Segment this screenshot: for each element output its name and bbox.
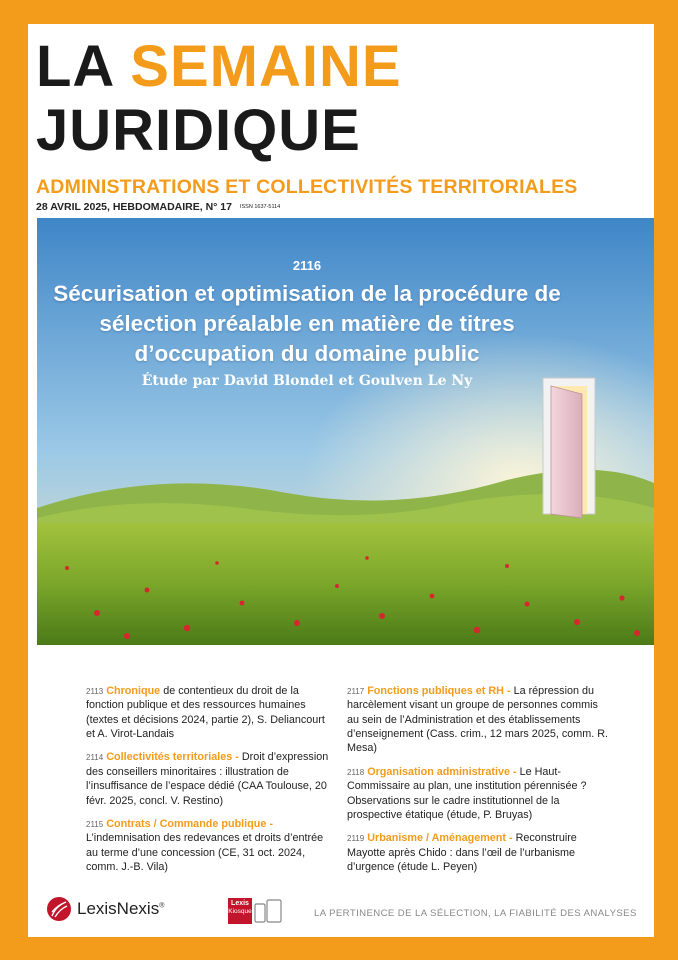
magazine-subtitle: ADMINISTRATIONS ET COLLECTIVITÉS TERRITORIALES [36,176,578,198]
lexisnexis-logo[interactable] [46,896,164,922]
issn: ISSN 1637-5114 [239,204,281,211]
toc-entry[interactable] [86,817,336,874]
contents-column-right [347,684,609,883]
toc-number: 2117 [347,687,365,696]
title-semaine: SEMAINE [130,34,402,99]
toc-text: de contentieux du droit de la fonction publique et des ressources humaines (textes et décisions 2024, partie 2), S. Deliancourt et A. Virot-Landais [86,685,325,741]
toc-category: Organisation administrative - [367,765,517,778]
devices-icon [254,898,282,924]
toc-entry[interactable] [347,765,609,822]
issue-info [36,201,280,213]
toc-category: Urbanisme / Aménagement - [367,832,513,845]
title-la: LA [36,34,114,99]
toc-text: Le Haut-Commissaire au plan, une institution pérennisée ? Observations sur le cadre institutionnel de la prospective étatique (étude, P. Bruyas) [347,765,587,821]
toc-entry[interactable] [347,831,609,874]
toc-entry[interactable] [86,684,336,741]
toc-text: Reconstruire Mayotte après Chido : dans l’œil de l’urbanisme d’urgence (étude L. Peyen) [347,832,577,873]
toc-category: Collectivités territoriales - [106,751,239,764]
cover-article-number: 2116 [292,258,322,273]
cover-article-title: Sécurisation et optimisation de la procédure de sélection préalable en matière de titres d’occupation du domaine public [53,281,561,366]
toc-number: 2118 [347,767,365,777]
contents-column-left [86,684,336,883]
magazine-title-line1 [36,34,402,99]
toc-number: 2114 [86,753,104,763]
toc-text: L’indemnisation des redevances et droits d’entrée au terme d’une concession (CE, 31 oct. 2024, comm. J.-B. Vila) [86,832,324,873]
lexis-kiosque-badge[interactable]: Lexis Kiosque [228,898,252,924]
toc-text: La répression du harcèlement visant un groupe de personnes commis au sein de l’Administration et des établissements d’enseignement (Cass. crim., 12 mars 2025, comm. R. Mesa) [347,685,609,755]
toc-category: Contrats / Commande publique - [106,817,273,830]
publisher-name: LexisNexis® [77,899,165,918]
toc-number: 2115 [86,819,104,829]
toc-entry[interactable] [86,750,336,807]
toc-category: Chronique [106,685,161,697]
doorframe [543,378,595,518]
toc-entry[interactable] [347,684,609,756]
lexisnexis-emblem-icon [46,896,72,922]
toc-category: Fonctions publiques et RH - [367,685,511,697]
tagline: LA PERTINENCE DE LA SÉLECTION, LA FIABILITÉ DES ANALYSES [314,908,637,919]
cover-article [37,218,577,389]
toc-number: 2113 [86,687,104,696]
cover-image [37,218,654,645]
toc-number: 2119 [347,834,365,844]
cover-article-author: Étude par David Blondel et Goulven Le Ny [141,372,473,389]
magazine-title-line2: JURIDIQUE [36,98,361,163]
toc-text: Droit d’expression des conseillers minoritaires : illustration de l’insuffisance de l’espace dédié (CAA Toulouse, 20 févr. 2025, concl. V. Restino) [86,751,329,807]
issue-date: 28 AVRIL 2025, HEBDOMADAIRE, N° 17 [36,201,232,213]
